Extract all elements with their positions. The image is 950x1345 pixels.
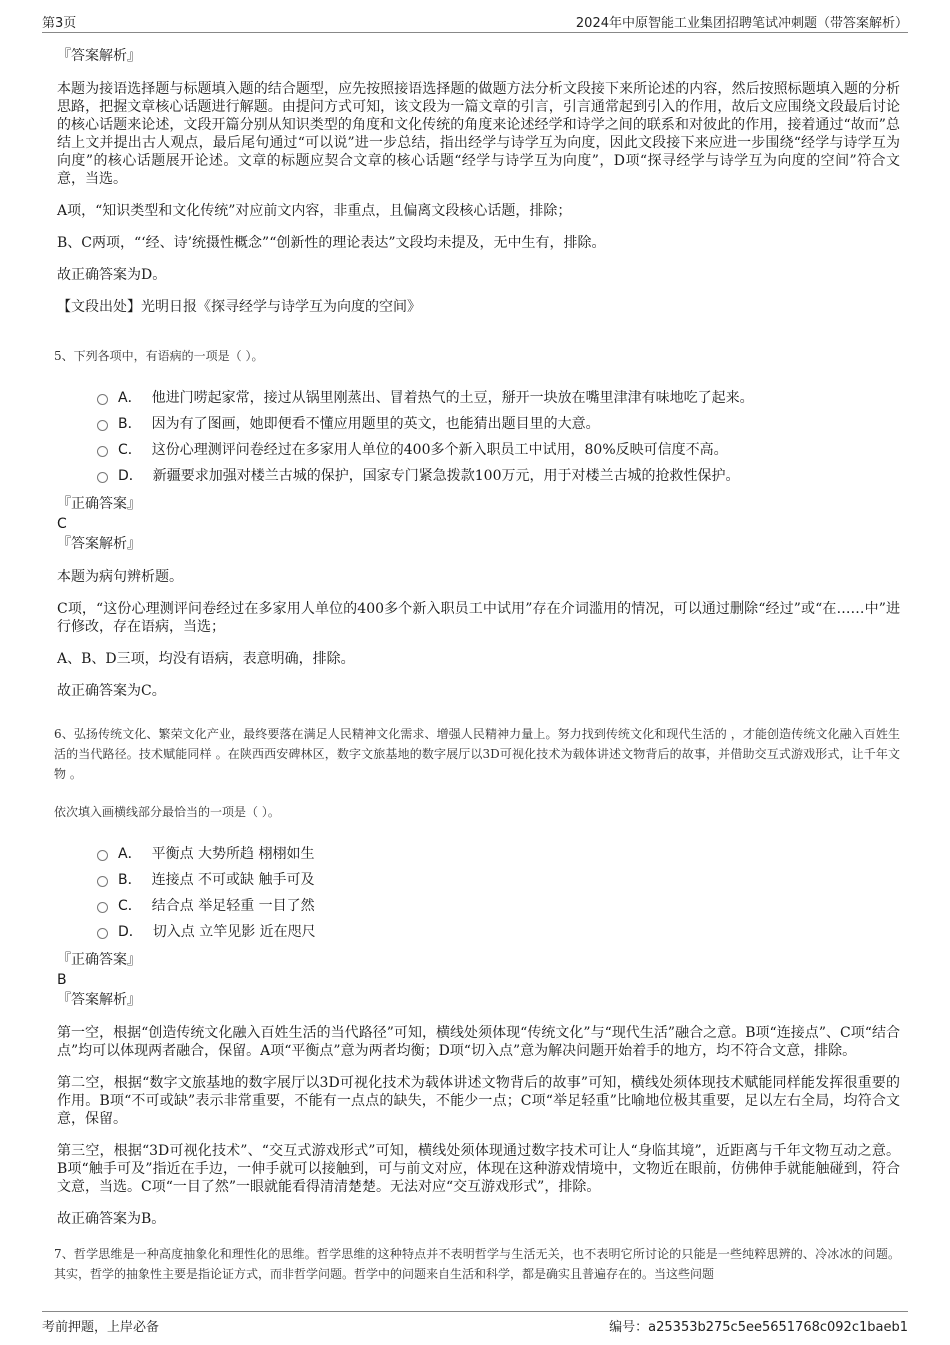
q6-option-d[interactable]: D． 切入点 立竿见影 近在咫尺	[97, 918, 900, 944]
q5-option-c[interactable]: C． 这份心理测评问卷经过在多家用人单位的400多个新入职员工中试用，80%反映可信度不高。	[97, 436, 900, 462]
q5-analysis-paragraph: C项，“这份心理测评问卷经过在多家用人单位的400多个新入职员工中试用”存在介词滥用的情况，可以通过删除“经过”或“在……中”进行修改，存在语病，当选；	[57, 601, 900, 635]
q6-answer: B	[57, 972, 67, 988]
q4-analysis-label: 『答案解析』	[57, 48, 141, 64]
q5-answer-label: 『正确答案』	[57, 496, 141, 512]
radio-icon[interactable]	[97, 850, 108, 861]
radio-icon[interactable]	[97, 446, 108, 457]
page-content	[54, 40, 900, 1284]
radio-icon[interactable]	[97, 876, 108, 887]
page-header	[42, 10, 908, 33]
q4-analysis-paragraph: A项，“知识类型和文化传统”对应前文内容，非重点，且偏离文段核心话题，排除；	[57, 203, 572, 219]
q4-analysis-paragraph: 故正确答案为D。	[57, 267, 167, 283]
q6-option-a[interactable]: A． 平衡点 大势所趋 栩栩如生	[97, 840, 900, 866]
radio-icon[interactable]	[97, 394, 108, 405]
q5-stem: 5、下列各项中，有语病的一项是（ ）。	[54, 349, 264, 363]
q7-stem: 7、哲学思维是一种高度抽象化和理性化的思维。哲学思维的这种特点并不表明哲学与生活无关，也不表明它所讨论的只能是一些纯粹思辨的、冷冰冰的问题。其实，哲学的抽象性主要是指论证方式，而非哲学问题。哲学中的问题来自生活和科学，都是确实且普遍存在的。当这些问题	[54, 1247, 900, 1281]
q5-analysis-paragraph: 本题为病句辨析题。	[57, 569, 183, 585]
q6-stem: 6、弘扬传统文化、繁荣文化产业，最终要落在满足人民精神文化需求、增强人民精神力量上。努力找到传统文化和现代生活的 ，才能创造传统文化融入百姓生活的当代路径。技术赋能同样 。在陕西西安碑林区，数字文旅基地的数字展厅以3D可视化技术为载体讲述文物背后的故事，并借助交互式游戏形式，让千年文物 。	[54, 727, 900, 781]
q5-answer: C	[57, 516, 67, 532]
radio-icon[interactable]	[97, 472, 108, 483]
q4-analysis-paragraph: B、C两项，“‘经、诗’统摄性概念”“创新性的理论表达”文段均未提及，无中生有，排除。	[57, 235, 606, 251]
page-number: 第3页	[42, 16, 77, 31]
radio-icon[interactable]	[97, 928, 108, 939]
radio-icon[interactable]	[97, 420, 108, 431]
q6-prompt: 依次填入画横线部分最恰当的一项是（ ）。	[54, 805, 280, 819]
q6-option-b[interactable]: B． 连接点 不可或缺 触手可及	[97, 866, 900, 892]
q6-answer-label: 『正确答案』	[57, 952, 141, 968]
q4-source: 【文段出处】光明日报《探寻经学与诗学互为向度的空间》	[57, 299, 421, 315]
radio-icon[interactable]	[97, 902, 108, 913]
q6-option-c[interactable]: C． 结合点 举足轻重 一目了然	[97, 892, 900, 918]
q5-option-d[interactable]: D． 新疆要求加强对楼兰古城的保护，国家专门紧急拨款100万元，用于对楼兰古城的抢救性保护。	[97, 462, 900, 488]
q6-options	[97, 840, 900, 944]
q6-analysis-paragraph: 第二空，根据“数字文旅基地的数字展厅以3D可视化技术为载体讲述文物背后的故事”可知，横线处须体现技术赋能同样能发挥很重要的作用。B项“不可或缺”表示非常重要，不能有一点点的缺失，不能少一点；C项“举足轻重”比喻地位极其重要，足以左右全局，均符合文意，保留。	[57, 1075, 900, 1127]
q4-analysis-paragraph: 本题为接语选择题与标题填入题的结合题型，应先按照接语选择题的做题方法分析文段接下来所论述的内容，然后按照标题填入题的分析思路，把握文章核心话题进行解题。由提问方式可知，该文段为一篇文章的引言，引言通常起到引入的作用，故后文应围绕文段最后讨论的核心话题来论述，文段开篇分别从知识类型的角度和文化传统的角度来论述经学和诗学之间的联系和对彼此的作用，接着通过“故而”总结上文并提出古人观点，最后尾句通过“可以说”进一步总结，指出经学与诗学互为向度，因此文段接下来应进一步围绕“经学与诗学互为向度”的核心话题展开论述。文章的标题应契合文章的核心话题“经学与诗学互为向度”，D项“探寻经学与诗学互为向度的空间”符合文意，当选。	[57, 81, 900, 187]
page-footer	[42, 1311, 908, 1336]
q6-analysis-paragraph: 故正确答案为B。	[57, 1211, 166, 1227]
q5-option-a[interactable]: A． 他进门唠起家常，接过从锅里刚蒸出、冒着热气的土豆，掰开一块放在嘴里津津有味地吃了起来。	[97, 384, 900, 410]
document-id: 编号：a25353b275c5ee5651768c092c1baeb1	[609, 1320, 908, 1335]
document-title: 2024年中原智能工业集团招聘笔试冲刺题（带答案解析）	[575, 16, 908, 31]
q6-analysis-paragraph: 第三空，根据“3D可视化技术”、“交互式游戏形式”可知，横线处须体现通过数字技术可让人“身临其境”，近距离与千年文物互动之意。B项“触手可及”指近在手边，一伸手就可以接触到，可与前文对应，体现在这种游戏情境中，文物近在眼前，仿佛伸手就能触碰到，符合文意，当选。C项“一目了然”一眼就能看得清清楚楚。无法对应“交互游戏形式”，排除。	[57, 1143, 900, 1195]
q6-analysis-label: 『答案解析』	[57, 992, 141, 1008]
q6-analysis-paragraph: 第一空，根据“创造传统文化融入百姓生活的当代路径”可知，横线处须体现“传统文化”与“现代生活”融合之意。B项“连接点”、C项“结合点”均可以体现两者融合，保留。A项“平衡点”意为两者均衡；D项“切入点”意为解决问题开始着手的地方，均不符合文意，排除。	[57, 1025, 900, 1059]
q5-analysis-paragraph: 故正确答案为C。	[57, 683, 166, 699]
q5-analysis-label: 『答案解析』	[57, 536, 141, 552]
q5-options	[97, 384, 900, 488]
q5-option-b[interactable]: B． 因为有了图画，她即便看不懂应用题里的英文，也能猜出题目里的大意。	[97, 410, 900, 436]
footer-slogan: 考前押题，上岸必备	[42, 1320, 160, 1335]
q5-analysis-paragraph: A、B、D三项，均没有语病，表意明确，排除。	[57, 651, 355, 667]
